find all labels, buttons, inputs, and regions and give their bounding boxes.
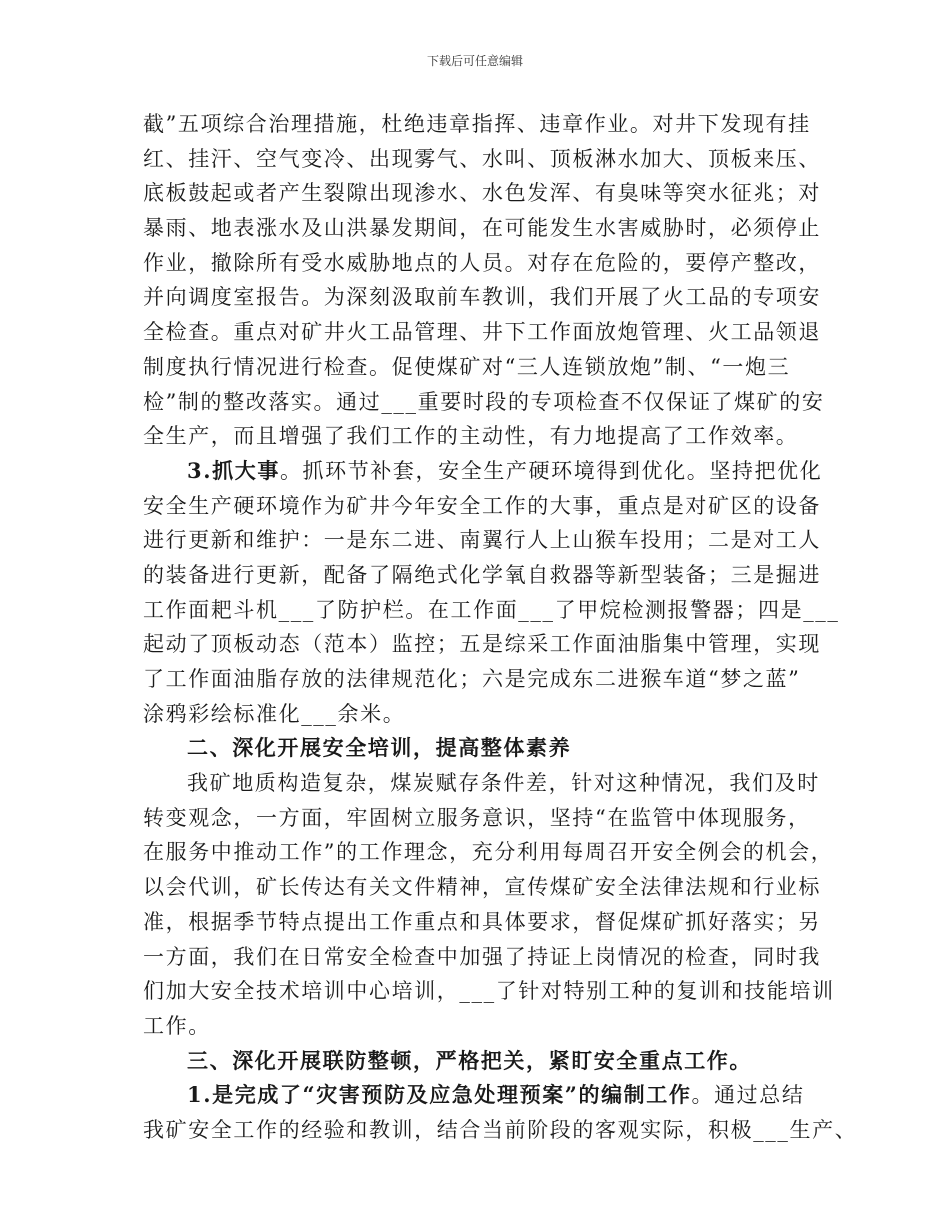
- text-line: [143, 142, 833, 177]
- bold-lead: 1.是完成了“灾害预防及应急处理预案”的编制工作: [187, 1082, 692, 1108]
- text-line: [143, 211, 833, 246]
- line-text: 检”制的整改落实。通过___重要时段的专项检查不仅保证了煤矿的安: [143, 389, 825, 414]
- line-text: 在服务中推动工作”的工作理念，充分利用每周召开安全例会的机会，: [143, 840, 834, 865]
- text-line: [143, 1044, 833, 1079]
- text-line: [143, 905, 833, 940]
- text-line: [143, 731, 833, 766]
- line-text: 我矿地质构造复杂，煤炭赋存条件差，针对这种情况，我们及时: [187, 771, 820, 796]
- text-line: [143, 246, 833, 281]
- line-text: 准，根据季节特点提出工作重点和具体要求，督促煤矿抓好落实；另: [143, 909, 821, 934]
- line-text: 底板鼓起或者产生裂隙出现渗水、水色发浑、有臭味等突水征兆；对: [143, 181, 821, 206]
- text-line: [143, 697, 833, 732]
- text-line: [143, 835, 833, 870]
- line-text: 截”五项综合治理措施，杜绝违章指挥、违章作业。对井下发现有挂: [143, 112, 811, 136]
- text-line: [143, 766, 833, 801]
- line-text: 我矿安全工作的经验和教训，结合当前阶段的客观实际，积极___生产、: [143, 1117, 858, 1142]
- text-line: [143, 558, 833, 593]
- line-text: 三、深化开展联防整顿，严格把关，紧盯安全重点工作。: [187, 1047, 752, 1073]
- line-text: 。抓环节补套，安全生产硬环境得到优化。坚持把优化: [279, 458, 823, 483]
- text-line: [143, 523, 833, 558]
- text-line: [143, 870, 833, 905]
- line-text: 们加大安全技术培训中心培训，___了针对特别工种的复训和技能培训: [143, 979, 835, 1004]
- text-line: [143, 280, 833, 315]
- line-text: 进行更新和维护：一是东二进、南翼行人上山猴车投用；二是对工人: [143, 528, 821, 553]
- text-line: [143, 1009, 833, 1044]
- text-line: [143, 1113, 858, 1148]
- text-line: [143, 176, 833, 211]
- text-line: [143, 593, 840, 628]
- line-text: 制度执行情况进行检查。促使煤矿对“三人连锁放炮”制、“一炮三: [143, 354, 791, 379]
- line-text: 并向调度室报告。为深刻汲取前车教训，我们开展了火工品的专项安: [143, 285, 821, 310]
- line-text: 全生产，而且增强了我们工作的主动性，有力地提高了工作效率。: [143, 424, 799, 449]
- line-text: 安全生产硬环境作为矿井今年安全工作的大事，重点是对矿区的设备: [143, 493, 821, 518]
- line-text: 的装备进行更新，配备了隔绝式化学氧自救器等新型装备；三是掘进: [143, 562, 821, 587]
- document-body: [143, 107, 858, 1148]
- text-line: [143, 1078, 833, 1113]
- line-text: 红、挂汗、空气变冷、出现雾气、水叫、顶板淋水加大、顶板来压、: [143, 146, 821, 171]
- line-text: 。通过总结: [691, 1083, 805, 1108]
- line-text: 以会代训，矿长传达有关文件精神，宣传煤矿安全法律法规和行业标: [143, 875, 821, 900]
- line-text: 二、深化开展安全培训，提高整体素养: [187, 735, 572, 761]
- line-text: 一方面，我们在日常安全检查中加强了持证上岗情况的检查，同时我: [143, 944, 821, 969]
- line-text: 工作。: [143, 1013, 211, 1038]
- text-line: [143, 419, 833, 454]
- text-line: [143, 385, 833, 420]
- text-line: [143, 454, 833, 489]
- text-line: [143, 489, 833, 524]
- text-line: [143, 662, 833, 697]
- line-text: 了工作面油脂存放的法律规范化；六是完成东二进猴车道“梦之蓝”: [143, 667, 801, 691]
- text-line: [143, 974, 833, 1009]
- line-text: 涂鸦彩绘标准化___余米。: [143, 701, 406, 726]
- text-line: [143, 350, 833, 385]
- page-header: 下载后可任意编辑: [426, 54, 523, 68]
- line-text: 工作面耙斗机___了防护栏。在工作面___了甲烷检测报警器；四是___: [143, 597, 840, 622]
- text-line: [143, 315, 833, 350]
- bold-lead: 3.抓大事: [187, 457, 280, 483]
- text-line: [143, 627, 833, 662]
- line-text: 暴雨、地表涨水及山洪暴发期间，在可能发生水害威胁时，必须停止: [143, 216, 821, 241]
- text-line: [143, 801, 833, 836]
- line-text: 转变观念，一方面，牢固树立服务意识，坚持“在监管中体现服务，: [143, 805, 811, 830]
- line-text: 起动了顶板动态（范本）监控；五是综采工作面油脂集中管理，实现: [143, 632, 821, 657]
- text-line: [143, 940, 833, 975]
- line-text: 作业，撤除所有受水威胁地点的人员。对存在危险的，要停产整改，: [143, 250, 821, 275]
- line-text: 全检查。重点对矿井火工品管理、井下工作面放炮管理、火工品领退: [143, 320, 821, 345]
- text-line: [143, 107, 833, 142]
